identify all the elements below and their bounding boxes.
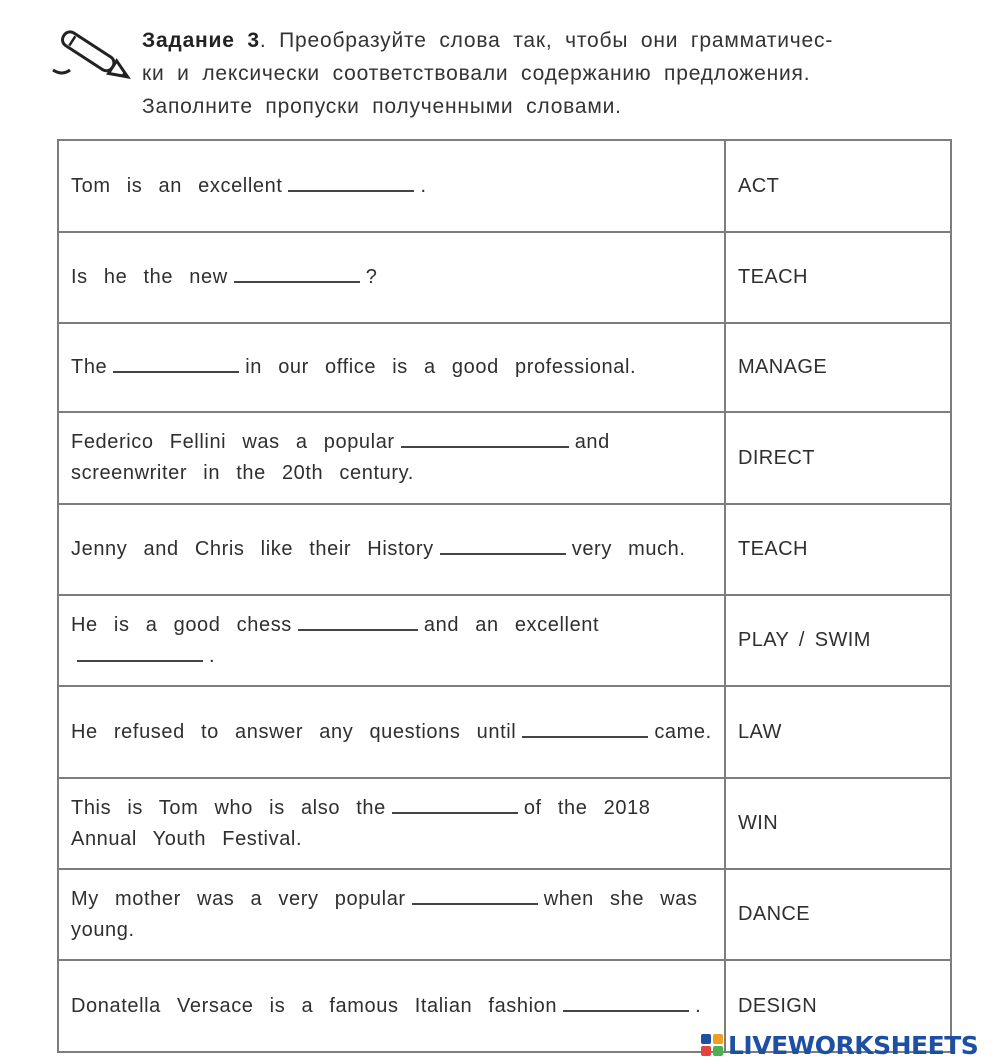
- base-word-cell: TEACH: [725, 504, 951, 595]
- brand-name: LIVEWORKSHEETS: [728, 1030, 979, 1060]
- table-row: [58, 323, 951, 412]
- base-word-cell: PLAY / SWIM: [725, 595, 951, 686]
- answer-blank[interactable]: [298, 611, 418, 631]
- table-row: [58, 140, 951, 232]
- answer-blank[interactable]: [563, 992, 689, 1012]
- answer-blank[interactable]: [440, 535, 566, 555]
- task-line-2: ки и лексически соответствовали содержанию предложения.: [142, 62, 811, 85]
- table-row: [58, 869, 951, 960]
- base-word-cell: ACT: [725, 140, 951, 232]
- task-instruction: [142, 24, 962, 123]
- sentence-cell: This is Tom who is also the of the 2018 Annual Youth Festival.: [58, 778, 725, 869]
- base-word-cell: MANAGE: [725, 323, 951, 412]
- table-row: [58, 232, 951, 323]
- answer-blank[interactable]: [522, 718, 648, 738]
- task-line-3: Заполните пропуски полученными словами.: [142, 95, 622, 118]
- base-word-cell: WIN: [725, 778, 951, 869]
- answer-blank[interactable]: [401, 428, 569, 448]
- brand-watermark: [700, 1030, 978, 1060]
- task-label: Задание 3: [142, 29, 260, 52]
- answer-blank[interactable]: [77, 642, 203, 662]
- base-word-cell: LAW: [725, 686, 951, 778]
- sentence-cell: Tom is an excellent .: [58, 140, 725, 232]
- sentence-cell: He is a good chess and an excellent.: [58, 595, 725, 686]
- sentence-cell: Donatella Versace is a famous Italian fashion .: [58, 960, 725, 1052]
- answer-blank[interactable]: [288, 172, 414, 192]
- task-line-1: Задание 3. Преобразуйте слова так, чтобы они грамматичес-: [142, 29, 834, 52]
- sentence-cell: Jenny and Chris like their History very much.: [58, 504, 725, 595]
- liveworksheets-logo-icon: [700, 1033, 724, 1057]
- answer-blank[interactable]: [392, 794, 518, 814]
- sentence-cell: My mother was a very popular when she was young.: [58, 869, 725, 960]
- sentence-cell: Federico Fellini was a popular and screenwriter in the 20th century.: [58, 412, 725, 504]
- table-row: [58, 686, 951, 778]
- base-word-cell: DESIGN: [725, 960, 951, 1052]
- base-word-cell: DIRECT: [725, 412, 951, 504]
- answer-blank[interactable]: [234, 263, 360, 283]
- table-row: [58, 595, 951, 686]
- sentence-cell: The in our office is a good professional.: [58, 323, 725, 412]
- answer-blank[interactable]: [113, 353, 239, 373]
- pen-icon: [50, 20, 136, 90]
- sentence-cell: He refused to answer any questions until came.: [58, 686, 725, 778]
- table-row: [58, 412, 951, 504]
- sentence-cell: Is he the new ?: [58, 232, 725, 323]
- table-row: [58, 504, 951, 595]
- base-word-cell: TEACH: [725, 232, 951, 323]
- answer-blank[interactable]: [412, 885, 538, 905]
- table-row: [58, 778, 951, 869]
- base-word-cell: DANCE: [725, 869, 951, 960]
- worksheet-table: [57, 139, 952, 1053]
